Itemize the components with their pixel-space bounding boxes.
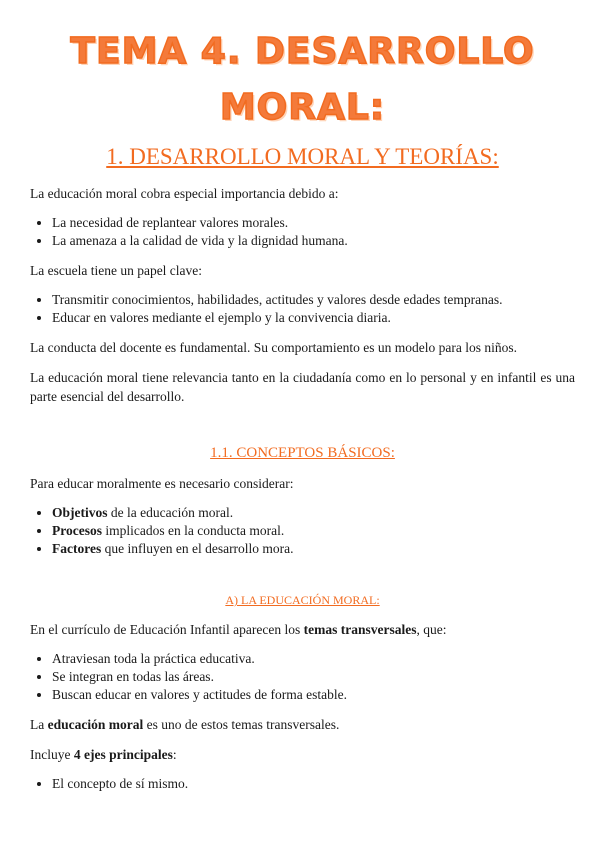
document-page xyxy=(30,0,575,804)
title-line-1: TEMA 4. DESARROLLO xyxy=(70,31,535,72)
item-text: de la educación moral. xyxy=(107,505,234,520)
list-item: • Educar en valores mediante el ejemplo y la convivencia diaria. xyxy=(52,309,575,327)
item-text: implicados en la conducta moral. xyxy=(102,523,285,538)
item-bold: Procesos xyxy=(52,523,102,538)
list-item: • Transmitir conocimientos, habilidades, actitudes y valores desde edades tempranas. xyxy=(52,291,575,309)
section-a-heading: A) LA EDUCACIÓN MORAL: xyxy=(225,593,380,607)
list-item: • El concepto de sí mismo. xyxy=(52,775,575,793)
section-1-1-intro: Para educar moralmente es necesario considerar: xyxy=(30,476,294,491)
list-item: • Atraviesan toda la práctica educativa. xyxy=(52,650,575,668)
axes-paragraph: Incluye 4 ejes principales: xyxy=(30,747,177,762)
axes-list xyxy=(30,775,575,793)
document-title xyxy=(30,24,575,136)
transversal-list xyxy=(30,650,575,704)
title-line-2: MORAL: xyxy=(219,87,386,128)
list-item: • La amenaza a la calidad de vida y la dignidad humana. xyxy=(52,232,575,250)
concepts-list xyxy=(30,504,575,558)
section-1-1-heading: 1.1. CONCEPTOS BÁSICOS: xyxy=(210,445,395,461)
list-item: • La necesidad de replantear valores morales. xyxy=(52,214,575,232)
relevance-paragraph: La educación moral tiene relevancia tanto en la ciudadanía como en lo personal y en infantil es una parte esencial del desarrollo. xyxy=(30,370,575,404)
item-text: que influyen en el desarrollo mora. xyxy=(101,541,294,556)
teacher-paragraph: La conducta del docente es fundamental. Su comportamiento es un modelo para los niños. xyxy=(30,340,517,355)
school-intro: La escuela tiene un papel clave: xyxy=(30,263,203,278)
item-bold: Factores xyxy=(52,541,102,556)
importance-list xyxy=(30,214,575,250)
moral-education-paragraph: La educación moral es uno de estos temas transversales. xyxy=(30,717,340,732)
list-item: • Se integran en todas las áreas. xyxy=(52,668,575,686)
list-item xyxy=(52,540,575,558)
section-1-intro: La educación moral cobra especial importancia debido a: xyxy=(30,186,339,201)
list-item xyxy=(52,504,575,522)
school-role-list xyxy=(30,291,575,327)
list-item: • Buscan educar en valores y actitudes de forma estable. xyxy=(52,686,575,704)
list-item xyxy=(52,522,575,540)
item-bold: Objetivos xyxy=(52,505,108,520)
section-a-intro: En el currículo de Educación Infantil aparecen los temas transversales, que: xyxy=(30,622,447,637)
section-1-heading: 1. DESARROLLO MORAL Y TEORÍAS: xyxy=(106,144,499,169)
